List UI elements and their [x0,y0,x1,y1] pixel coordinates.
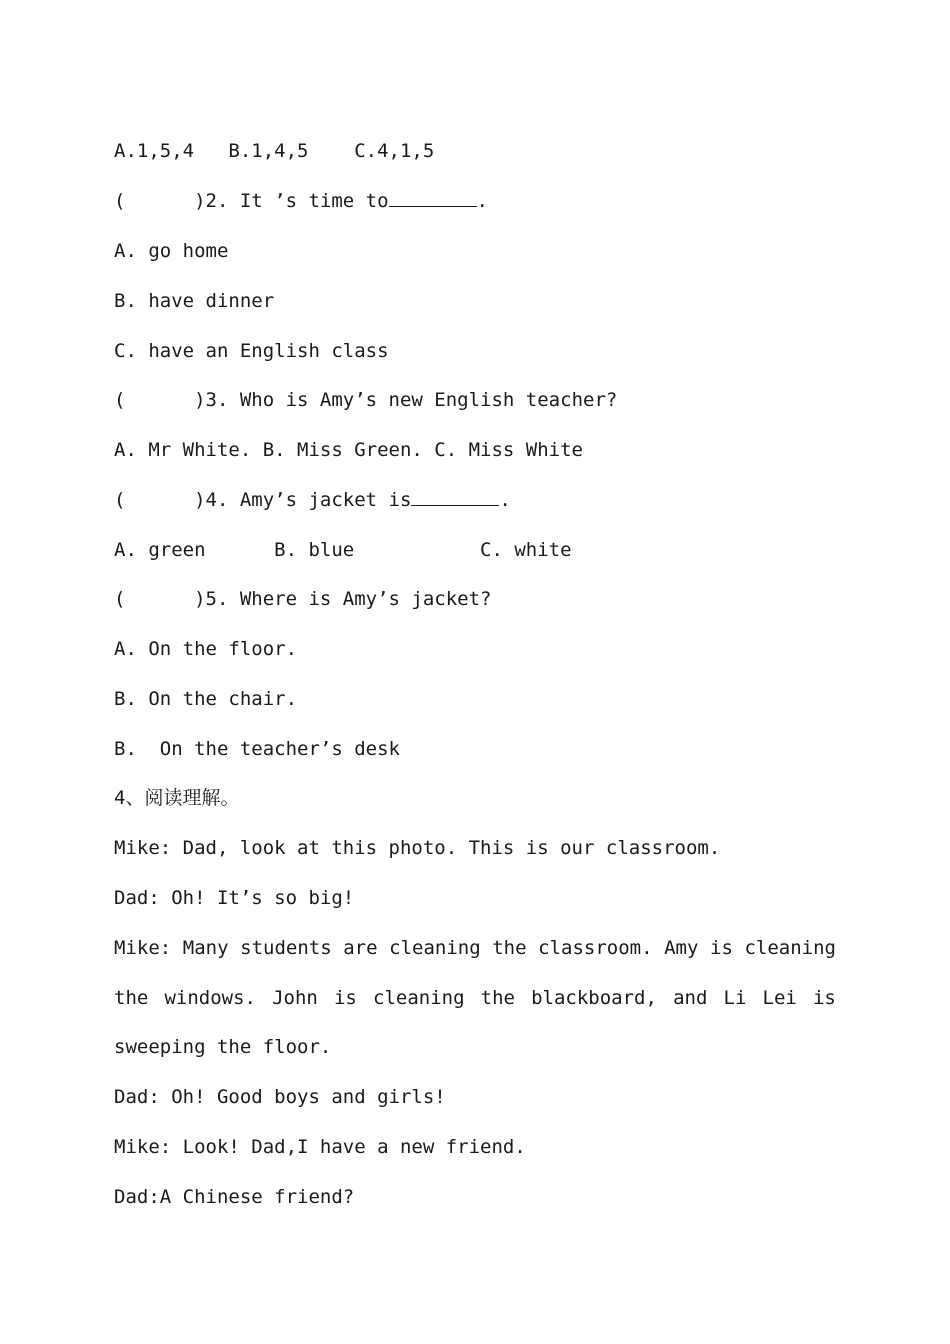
dialogue-line-justified [114,936,836,960]
dialogue-line: Dad: Oh! It’s so big! [114,887,355,909]
question-2 [114,189,488,213]
word: Many [182,937,229,959]
word: Li [723,987,747,1009]
word: Amy [664,937,699,959]
question-stem: 2. It ’s time to [205,190,389,212]
section-4-heading: 4、阅读理解。 [114,787,240,809]
question-stem: 4. Amy’s jacket is [205,489,412,511]
question-4 [114,488,511,512]
word: and [673,987,708,1009]
dialogue-line: Dad:A Chinese friend? [114,1186,355,1208]
q1-options: A.1,5,4 B.1,4,5 C.4,1,5 [114,140,435,162]
question-stem: 5. Where is Amy’s jacket? [205,588,492,610]
dialogue-line: Mike: Dad, look at this photo. This is our classroom. [114,837,721,859]
word: is [333,987,357,1009]
dialogue-line: sweeping the floor. [114,1036,332,1058]
q4-options: A. green B. blue C. white [114,539,572,561]
q2-option-b: B. have dinner [114,290,275,312]
word: is [812,987,836,1009]
dialogue-line-justified [114,986,836,1010]
question-end: . [499,489,511,511]
word: the [492,937,527,959]
word: the [114,987,149,1009]
word: blackboard, [531,987,657,1009]
word: classroom. [538,937,653,959]
word: are [343,937,378,959]
word: windows. [164,987,256,1009]
answer-blank [389,189,477,207]
q2-option-a: A. go home [114,240,229,262]
answer-paren: ( ) [114,489,206,511]
word: cleaning [389,937,481,959]
dialogue-line: Dad: Oh! Good boys and girls! [114,1086,446,1108]
answer-blank [411,488,499,506]
answer-paren: ( ) [114,588,206,610]
q2-option-c: C. have an English class [114,340,389,362]
word: the [480,987,515,1009]
word: cleaning [744,937,836,959]
answer-paren: ( ) [114,389,206,411]
word: cleaning [373,987,465,1009]
q5-option-a: A. On the floor. [114,638,298,660]
question-5 [114,587,492,611]
q5-option-c: B. On the teacher’s desk [114,738,400,760]
question-end: . [476,190,488,212]
word: Mike: [114,937,172,959]
question-3 [114,388,617,412]
q3-options: A. Mr White. B. Miss Green. C. Miss White [114,439,583,461]
word: students [240,937,332,959]
question-stem: 3. Who is Amy’s new English teacher? [205,389,618,411]
dialogue-line: Mike: Look! Dad,I have a new friend. [114,1136,526,1158]
word: is [710,937,733,959]
word: Lei [762,987,797,1009]
word: John [272,987,318,1009]
q5-option-b: B. On the chair. [114,688,298,710]
answer-paren: ( ) [114,190,206,212]
